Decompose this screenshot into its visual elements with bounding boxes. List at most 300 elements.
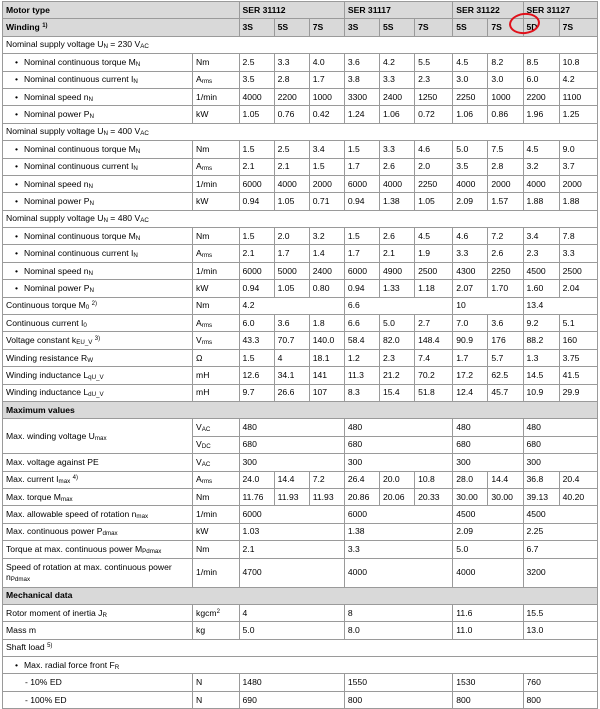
value-cell: 0.72 — [415, 106, 453, 123]
value-cell: 2.6 — [379, 158, 414, 175]
table-row — [3, 384, 598, 401]
bullet-icon: • — [15, 74, 19, 85]
value-cell: 15.4 — [379, 384, 414, 401]
unit-cell: $V_{AC}$ — [193, 454, 239, 471]
value-cell: 6000 — [239, 175, 274, 192]
value-cell: 58.4 — [344, 332, 379, 349]
row-label: • Nominal power $P_N$ — [3, 280, 193, 297]
value-cell: 36.8 — [523, 471, 559, 488]
value-cell: 4.0 — [309, 54, 344, 71]
value-cell: 1.24 — [344, 106, 379, 123]
row-label: • Nominal continuous current $I_N$ — [3, 245, 193, 262]
table-row — [3, 471, 598, 488]
unit-cell: $A_{rms}$ — [193, 471, 239, 488]
table-row — [3, 367, 598, 384]
value-cell: 160 — [559, 332, 597, 349]
value-cell: 680 — [453, 436, 523, 453]
row-label: Continuous torque $M_0$ $^{2)}$ — [3, 297, 193, 314]
unit-cell: $V_{DC}$ — [193, 436, 239, 453]
value-cell: 1.03 — [239, 523, 344, 540]
value-cell: 11.3 — [344, 367, 379, 384]
unit-cell: Nm — [193, 54, 239, 71]
value-cell: 1.5 — [309, 158, 344, 175]
value-cell: 0.42 — [309, 106, 344, 123]
row-label: Max. allowable speed of rotation $n_{max}$ — [3, 506, 193, 523]
value-cell: 4700 — [239, 558, 344, 587]
value-cell: 5.0 — [453, 141, 488, 158]
value-cell: 8.3 — [344, 384, 379, 401]
value-cell: 4.6 — [453, 228, 488, 245]
table-row — [3, 88, 598, 105]
value-cell: 3.5 — [453, 158, 488, 175]
value-cell: 39.13 — [523, 488, 559, 505]
unit-cell: Ω — [193, 349, 239, 366]
value-cell: 2400 — [309, 262, 344, 279]
row-label: • Nominal continuous torque $M_N$ — [3, 141, 193, 158]
table-row — [3, 622, 598, 639]
value-cell: 18.1 — [309, 349, 344, 366]
value-cell: 3.3 — [453, 245, 488, 262]
value-cell: 8.5 — [523, 54, 559, 71]
value-cell: 3.6 — [274, 315, 309, 332]
unit-cell: kW — [193, 280, 239, 297]
value-cell: 12.6 — [239, 367, 274, 384]
value-cell: 3.3 — [559, 245, 597, 262]
value-cell: 1000 — [488, 88, 523, 105]
value-cell: 11.93 — [309, 488, 344, 505]
value-cell: 4 — [239, 604, 344, 621]
value-cell: 6.0 — [523, 71, 559, 88]
value-cell: 1.06 — [453, 106, 488, 123]
unit-cell: $V_{rms}$ — [193, 332, 239, 349]
value-cell: 2250 — [415, 175, 453, 192]
row-label: Speed of rotation at max. continuous power $n_{Pdmax}$ — [3, 558, 193, 587]
value-cell: 0.94 — [344, 280, 379, 297]
row-label: Mass m — [3, 622, 193, 639]
table-row — [3, 228, 598, 245]
value-cell: 3.2 — [309, 228, 344, 245]
unit-cell: Nm — [193, 141, 239, 158]
table-row — [3, 604, 598, 621]
value-cell: 10.8 — [559, 54, 597, 71]
value-cell: 6000 — [344, 262, 379, 279]
value-cell: 5.0 — [453, 541, 523, 558]
value-cell: 3.3 — [274, 54, 309, 71]
value-cell: 11.0 — [453, 622, 523, 639]
value-cell: 1250 — [415, 88, 453, 105]
model-header: SER 31122 — [453, 2, 523, 19]
voltage-group-title — [3, 123, 598, 140]
value-cell: 2000 — [559, 175, 597, 192]
value-cell: 3.0 — [488, 71, 523, 88]
unit-cell: kgcm$^2$ — [193, 604, 239, 621]
value-cell: 88.2 — [523, 332, 559, 349]
value-cell: 2.8 — [274, 71, 309, 88]
value-cell: 1.05 — [274, 280, 309, 297]
value-cell: 90.9 — [453, 332, 488, 349]
unit-cell: Nm — [193, 488, 239, 505]
table-row — [3, 349, 598, 366]
bullet-icon: • — [15, 195, 19, 206]
value-cell: 3.6 — [488, 315, 523, 332]
value-cell: 1.5 — [239, 349, 274, 366]
value-cell: 5.1 — [559, 315, 597, 332]
value-cell: 2.04 — [559, 280, 597, 297]
value-cell: 20.4 — [559, 471, 597, 488]
table-row — [3, 141, 598, 158]
value-cell: 3.3 — [344, 541, 452, 558]
value-cell: 4300 — [453, 262, 488, 279]
table-row — [3, 657, 598, 674]
value-cell: 82.0 — [379, 332, 414, 349]
winding-label: Winding $^{1)}$ — [3, 19, 240, 36]
bullet-icon: • — [15, 248, 19, 259]
header-row — [3, 2, 598, 19]
unit-cell: 1/min — [193, 262, 239, 279]
section-header — [3, 587, 598, 604]
value-cell: 6000 — [239, 506, 344, 523]
value-cell: 14.4 — [488, 471, 523, 488]
value-cell: 4.6 — [415, 141, 453, 158]
value-cell: 2250 — [488, 262, 523, 279]
value-cell: 7.4 — [415, 349, 453, 366]
bullet-icon: • — [15, 265, 19, 276]
value-cell: 3.7 — [559, 158, 597, 175]
row-label: • Nominal speed $n_N$ — [3, 262, 193, 279]
section-title: Maximum values — [3, 401, 598, 418]
value-cell: 4000 — [239, 88, 274, 105]
value-cell: 14.4 — [274, 471, 309, 488]
value-cell: 6.6 — [344, 315, 379, 332]
value-cell: 1.06 — [379, 106, 414, 123]
value-cell: 1.88 — [559, 193, 597, 210]
value-cell: 6000 — [239, 262, 274, 279]
value-cell: 4.2 — [239, 297, 344, 314]
value-cell: 2400 — [379, 88, 414, 105]
value-cell: 70.7 — [274, 332, 309, 349]
row-label: • Nominal speed $n_N$ — [3, 88, 193, 105]
value-cell: 2.3 — [415, 71, 453, 88]
value-cell: 11.6 — [453, 604, 523, 621]
value-cell: 3.5 — [239, 71, 274, 88]
unit-cell: $A_{rms}$ — [193, 158, 239, 175]
row-label: Max. voltage against PE — [3, 454, 193, 471]
row-label: Max. torque $M_{max}$ — [3, 488, 193, 505]
value-cell: 1.7 — [453, 349, 488, 366]
value-cell: 1.25 — [559, 106, 597, 123]
bullet-icon: • — [15, 56, 19, 67]
winding-variant: 3S — [239, 19, 274, 36]
value-cell: 14.5 — [523, 367, 559, 384]
value-cell: 0.76 — [274, 106, 309, 123]
value-cell: 30.00 — [488, 488, 523, 505]
value-cell: 3.4 — [523, 228, 559, 245]
value-cell: 800 — [453, 691, 523, 708]
value-cell: 3.2 — [523, 158, 559, 175]
unit-cell: Nm — [193, 541, 239, 558]
table-row — [3, 454, 598, 471]
value-cell: 1.05 — [274, 193, 309, 210]
value-cell: 3.4 — [309, 141, 344, 158]
value-cell: 2.3 — [379, 349, 414, 366]
unit-cell: $A_{rms}$ — [193, 245, 239, 262]
value-cell: 2.0 — [274, 228, 309, 245]
value-cell: 2250 — [453, 88, 488, 105]
unit-cell: $A_{rms}$ — [193, 315, 239, 332]
bullet-icon: • — [15, 659, 19, 670]
value-cell: 4000 — [523, 175, 559, 192]
value-cell: 2.0 — [415, 158, 453, 175]
value-cell: 20.06 — [379, 488, 414, 505]
value-cell: 4000 — [453, 558, 523, 587]
table-row — [3, 523, 598, 540]
value-cell: 1480 — [239, 674, 344, 691]
winding-variant: 7S — [559, 19, 597, 36]
value-cell: 5.5 — [415, 54, 453, 71]
value-cell: 8 — [344, 604, 452, 621]
winding-row — [3, 19, 598, 36]
value-cell: 4.2 — [379, 54, 414, 71]
value-cell: 6000 — [344, 506, 452, 523]
value-cell: 10.9 — [523, 384, 559, 401]
value-cell: 45.7 — [488, 384, 523, 401]
value-cell: 7.2 — [488, 228, 523, 245]
value-cell: 800 — [344, 691, 452, 708]
value-cell: 3.3 — [379, 141, 414, 158]
table-row — [3, 175, 598, 192]
row-label: Winding inductance $L_{qU\_V}$ — [3, 367, 193, 384]
unit-cell: 1/min — [193, 506, 239, 523]
voltage-group-title — [3, 210, 598, 227]
value-cell: 2.5 — [239, 54, 274, 71]
winding-variant-highlighted: 5D — [523, 19, 559, 36]
value-cell: 1100 — [559, 88, 597, 105]
unit-cell: 1/min — [193, 175, 239, 192]
unit-cell: $V_{AC}$ — [193, 419, 239, 436]
value-cell: 1.38 — [379, 193, 414, 210]
value-cell: 1.88 — [523, 193, 559, 210]
value-cell: 2.1 — [239, 158, 274, 175]
value-cell: 9.0 — [559, 141, 597, 158]
bullet-icon: • — [15, 282, 19, 293]
value-cell: 21.2 — [379, 367, 414, 384]
section-title: Mechanical data — [3, 587, 598, 604]
value-cell: 1.33 — [379, 280, 414, 297]
table-row — [3, 280, 598, 297]
row-label: Max. winding voltage $U_{max}$ — [3, 419, 193, 454]
value-cell: 1.60 — [523, 280, 559, 297]
value-cell: 1.3 — [523, 349, 559, 366]
value-cell: 148.4 — [415, 332, 453, 349]
unit-cell: mH — [193, 384, 239, 401]
winding-variant: 7S — [488, 19, 523, 36]
value-cell: 0.94 — [344, 193, 379, 210]
value-cell: 2.09 — [453, 523, 523, 540]
value-cell: 20.0 — [379, 471, 414, 488]
table-row — [3, 691, 598, 708]
unit-cell: Nm — [193, 228, 239, 245]
model-header: SER 31127 — [523, 2, 597, 19]
value-cell: 1.9 — [415, 245, 453, 262]
value-cell: 5.0 — [379, 315, 414, 332]
value-cell: 51.8 — [415, 384, 453, 401]
value-cell: 690 — [239, 691, 344, 708]
value-cell: 1.7 — [274, 245, 309, 262]
winding-variant: 7S — [415, 19, 453, 36]
value-cell: 4500 — [523, 506, 597, 523]
value-cell: 11.76 — [239, 488, 274, 505]
value-cell: 9.7 — [239, 384, 274, 401]
value-cell: 4.5 — [415, 228, 453, 245]
value-cell: 1.96 — [523, 106, 559, 123]
motor-type-label: Motor type — [3, 2, 240, 19]
value-cell: 7.8 — [559, 228, 597, 245]
bullet-icon: • — [15, 91, 19, 102]
unit-cell: kW — [193, 106, 239, 123]
value-cell: 2.09 — [453, 193, 488, 210]
value-cell: 30.00 — [453, 488, 488, 505]
value-cell: 1.4 — [309, 245, 344, 262]
value-cell: 1.8 — [309, 315, 344, 332]
value-cell: 680 — [523, 436, 597, 453]
value-cell: 5000 — [274, 262, 309, 279]
value-cell: 4000 — [453, 175, 488, 192]
table-row — [3, 674, 598, 691]
value-cell: 10 — [453, 297, 523, 314]
row-label: • Nominal continuous current $I_N$ — [3, 158, 193, 175]
table-row — [3, 158, 598, 175]
value-cell: 0.86 — [488, 106, 523, 123]
table-row — [3, 541, 598, 558]
row-label: Winding inductance $L_{dU\_V}$ — [3, 384, 193, 401]
table-row — [3, 54, 598, 71]
value-cell: 1.38 — [344, 523, 452, 540]
row-label: • Nominal continuous current $I_N$ — [3, 71, 193, 88]
value-cell: 1.18 — [415, 280, 453, 297]
value-cell: 4900 — [379, 262, 414, 279]
value-cell: 4000 — [379, 175, 414, 192]
value-cell: 20.86 — [344, 488, 379, 505]
value-cell: 4.5 — [453, 54, 488, 71]
table-row — [3, 332, 598, 349]
value-cell: 6000 — [344, 175, 379, 192]
radial-force-label: • Max. radial force front $F_R$ — [3, 657, 598, 674]
value-cell: 680 — [239, 436, 344, 453]
value-cell: 34.1 — [274, 367, 309, 384]
value-cell: 0.80 — [309, 280, 344, 297]
value-cell: 3.8 — [344, 71, 379, 88]
row-label: • Nominal power $P_N$ — [3, 106, 193, 123]
value-cell: 2000 — [488, 175, 523, 192]
value-cell: 2.5 — [274, 141, 309, 158]
table-row — [3, 71, 598, 88]
value-cell: 4500 — [453, 506, 523, 523]
unit-cell: mH — [193, 367, 239, 384]
row-label: • Nominal power $P_N$ — [3, 193, 193, 210]
value-cell: 300 — [344, 454, 452, 471]
row-label: • Nominal continuous torque $M_N$ — [3, 228, 193, 245]
winding-variant: 5S — [453, 19, 488, 36]
value-cell: 2500 — [415, 262, 453, 279]
unit-cell: N — [193, 691, 239, 708]
table-row — [3, 106, 598, 123]
value-cell: 12.4 — [453, 384, 488, 401]
voltage-group-label: Nominal supply voltage $U_N = 400$ $V_{AC}$ — [3, 123, 598, 140]
value-cell: 20.33 — [415, 488, 453, 505]
value-cell: 480 — [453, 419, 523, 436]
value-cell: 2200 — [523, 88, 559, 105]
value-cell: 141 — [309, 367, 344, 384]
value-cell: 2000 — [309, 175, 344, 192]
value-cell: 2.6 — [379, 228, 414, 245]
value-cell: 2500 — [559, 262, 597, 279]
value-cell: 300 — [453, 454, 523, 471]
value-cell: 26.6 — [274, 384, 309, 401]
value-cell: 2.1 — [274, 158, 309, 175]
value-cell: 3200 — [523, 558, 597, 587]
value-cell: 7.5 — [488, 141, 523, 158]
value-cell: 8.2 — [488, 54, 523, 71]
voltage-group-label: Nominal supply voltage $U_N = 230$ $V_{AC}$ — [3, 36, 598, 53]
winding-variant: 5S — [274, 19, 309, 36]
table-row — [3, 245, 598, 262]
value-cell: 480 — [239, 419, 344, 436]
value-cell: 24.0 — [239, 471, 274, 488]
value-cell: 4 — [274, 349, 309, 366]
value-cell: 2.1 — [239, 541, 344, 558]
value-cell: 28.0 — [453, 471, 488, 488]
value-cell: 5.7 — [488, 349, 523, 366]
value-cell: 29.9 — [559, 384, 597, 401]
unit-cell: 1/min — [193, 558, 239, 587]
value-cell: 0.71 — [309, 193, 344, 210]
bullet-icon: • — [15, 178, 19, 189]
winding-variant: 7S — [309, 19, 344, 36]
value-cell: 3.3 — [379, 71, 414, 88]
value-cell: 2200 — [274, 88, 309, 105]
table-row — [3, 488, 598, 505]
unit-cell: kW — [193, 523, 239, 540]
value-cell: 13.0 — [523, 622, 597, 639]
value-cell: 760 — [523, 674, 597, 691]
value-cell: 1.5 — [344, 228, 379, 245]
value-cell: 1.05 — [415, 193, 453, 210]
model-header: SER 31112 — [239, 2, 344, 19]
unit-cell: kW — [193, 193, 239, 210]
voltage-group-title — [3, 36, 598, 53]
table-row — [3, 315, 598, 332]
value-cell: 4000 — [274, 175, 309, 192]
value-cell: 0.94 — [239, 193, 274, 210]
value-cell: 2.07 — [453, 280, 488, 297]
row-label: Max. current $I_{max}$ $^{4)}$ — [3, 471, 193, 488]
value-cell: 13.4 — [523, 297, 597, 314]
value-cell: 15.5 — [523, 604, 597, 621]
value-cell: 2.1 — [379, 245, 414, 262]
table-row — [3, 558, 598, 587]
value-cell: 40.20 — [559, 488, 597, 505]
winding-variant: 5S — [379, 19, 414, 36]
value-cell: 1.5 — [239, 141, 274, 158]
motor-spec-table — [2, 1, 598, 709]
value-cell: 4000 — [344, 558, 452, 587]
value-cell: 41.5 — [559, 367, 597, 384]
table-row — [3, 297, 598, 314]
value-cell: 1.5 — [239, 228, 274, 245]
unit-cell: Nm — [193, 297, 239, 314]
bullet-icon: • — [15, 161, 19, 172]
bullet-icon: • — [15, 143, 19, 154]
